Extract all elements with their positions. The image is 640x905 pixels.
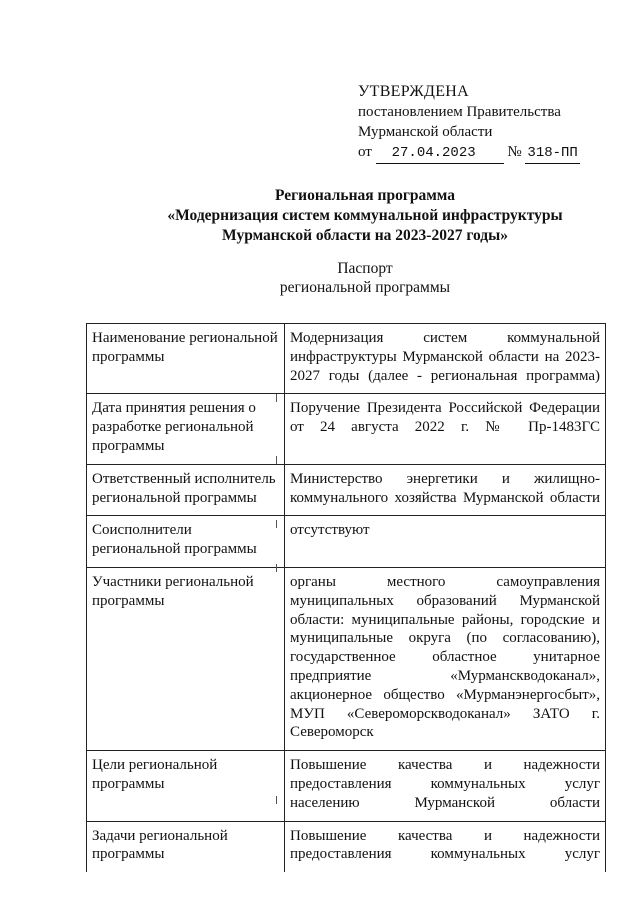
scan-mark <box>276 456 277 464</box>
table-row <box>87 464 606 516</box>
passport-heading <box>0 259 640 297</box>
approval-block <box>358 82 580 164</box>
row-value: Поручение Президента Российской Федерации от 24 августа 2022 г. № Пр-1483ГС <box>285 394 606 464</box>
approval-line-1: постановлением Правительства <box>358 104 561 120</box>
title-line-3: Мурманской области на 2023-2027 годы» <box>222 227 508 244</box>
document-title <box>0 186 640 246</box>
row-label: Соисполнители региональной программы <box>87 516 285 568</box>
passport-line-1: Паспорт <box>337 260 393 277</box>
date-prefix: от <box>358 144 372 160</box>
approval-line-2: Мурманской области <box>358 124 493 140</box>
approval-date-line <box>358 142 580 164</box>
row-value: отсутствуют <box>285 516 606 568</box>
approval-heading: УТВЕРЖДЕНА <box>358 83 470 100</box>
table-row <box>87 324 606 394</box>
row-label: Участники региональной программы <box>87 567 285 750</box>
scan-mark <box>276 796 277 804</box>
scan-mark <box>276 520 277 528</box>
row-value: Министерство энергетики и жилищно-коммунального хозяйства Мурманской области <box>285 464 606 516</box>
row-label: Задачи региональной программы <box>87 821 285 872</box>
row-label: Цели региональной программы <box>87 751 285 821</box>
row-label: Наименование региональной программы <box>87 324 285 394</box>
table-row <box>87 751 606 821</box>
row-label: Дата принятия решения о разработке региональной программы <box>87 394 285 464</box>
table-row <box>87 394 606 464</box>
row-value: Модернизация систем коммунальной инфраструктуры Мурманской области на 2023-2027 годы (далее - региональная программа) <box>285 324 606 394</box>
row-value: Повышение качества и надежности предоставления коммунальных услуг населению Мурманской области <box>285 751 606 821</box>
approval-date: 27.04.2023 <box>376 143 504 164</box>
table-row <box>87 567 606 750</box>
approval-number: 318-ПП <box>525 143 579 164</box>
row-value: органы местного самоуправления муниципальных образований Мурманской области: муниципальные районы, городские и муниципальные округа (по согласованию), государственное областное унитарное предприятие «Мурманскводоканал», акционерное общество «Мурманэнергосбыт», МУП «Североморскводоканал» ЗАТО г. Североморск <box>285 567 606 750</box>
title-line-1: Региональная программа <box>275 187 455 204</box>
number-prefix: № <box>507 144 522 160</box>
row-label: Ответственный исполнитель региональной программы <box>87 464 285 516</box>
scan-mark <box>276 394 277 402</box>
table-row <box>87 516 606 568</box>
passport-table <box>86 323 606 872</box>
passport-line-2: региональной программы <box>279 279 451 296</box>
row-value: Повышение качества и надежности предоставления коммунальных услуг <box>285 821 606 872</box>
title-line-2: «Модернизация систем коммунальной инфраструктуры <box>167 207 563 224</box>
table-row <box>87 821 606 872</box>
scan-mark <box>276 564 277 572</box>
